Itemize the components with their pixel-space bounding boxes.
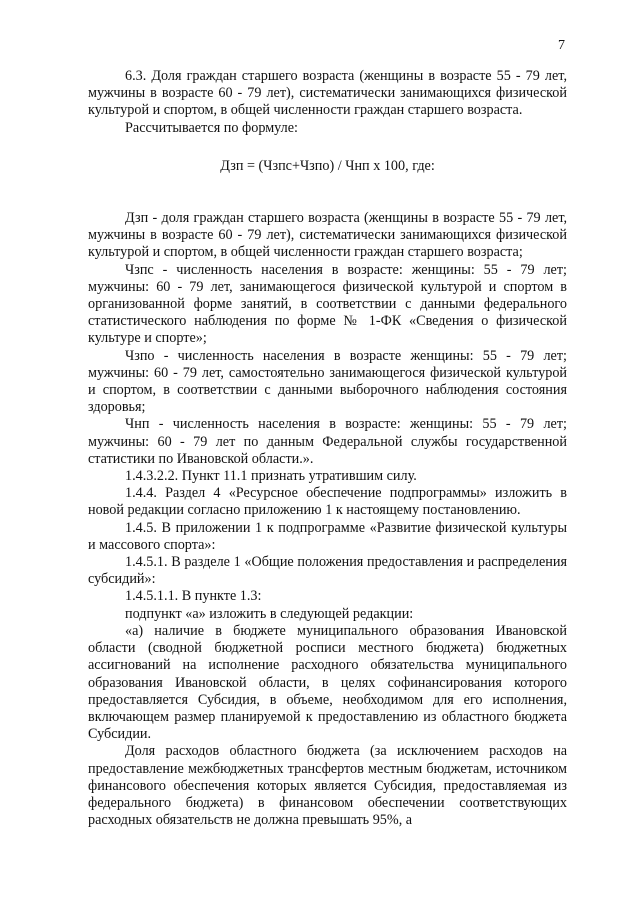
paragraph-chzpo-definition: Чзпо - численность населения в возрасте женщины: 55 - 79 лет; мужчины: 60 - 79 лет, самостоятельно занимающегося физической культурой и спортом, в соответствии с данными выборочного наблюдения состояния здоровья; [88,347,567,416]
paragraph-1-4-4: 1.4.4. Раздел 4 «Ресурсное обеспечение подпрограммы» изложить в новой редакции согласно приложению 1 к настоящему постановлению. [88,485,567,519]
paragraph-1-4-5-1-1: 1.4.5.1.1. В пункте 1.3: [125,588,262,605]
paragraph-1-4-3-2-2: 1.4.3.2.2. Пункт 11.1 признать утратившим силу. [125,468,417,485]
paragraph-subpoint-a: «а) наличие в бюджете муниципального образования Ивановской области (сводной бюджетной росписи местного бюджета) бюджетных ассигнований на исполнение расходного обязательства муниципального образования Ивановской области, в целях софинансирования которого предоставляется Субсидия, в объеме, необходимом для его исполнения, включающем размер планируемой к предоставлению из областного бюджета Субсидии. [88,622,567,743]
paragraph-chnp-definition: Чнп - численность населения в возрасте: женщины: 55 - 79 лет; мужчины: 60 - 79 лет по данным Федеральной службы государственной статистики по Ивановской области.». [88,416,567,467]
document-body [88,68,567,829]
paragraph-formula-intro: Рассчитывается по формуле: [125,119,298,136]
formula: Дзп = (Чзпс+Чзпо) / Чнп х 100, где: [220,157,435,174]
paragraph-subpoint-a-intro: подпункт «а» изложить в следующей редакции: [125,605,414,622]
paragraph-1-4-5-1: 1.4.5.1. В разделе 1 «Общие положения предоставления и распределения субсидий»: [88,554,567,588]
paragraph-6-3: 6.3. Доля граждан старшего возраста (женщины в возрасте 55 - 79 лет, мужчины в возрасте 60 - 79 лет), систематически занимающихся физической культурой и спортом, в общей численности граждан старшего возраста. [88,68,567,119]
page-number: 7 [558,38,565,53]
paragraph-dzp-definition: Дзп - доля граждан старшего возраста (женщины в возрасте 55 - 79 лет, мужчины в возрасте 60 - 79 лет), систематически занимающихся физической культурой и спортом, в общей численности граждан старшего возраста; [88,210,567,261]
paragraph-chzps-definition: Чзпс - численность населения в возрасте: женщины: 55 - 79 лет; мужчины: 60 - 79 лет, занимающегося физической культурой и спортом в организованной форме занятий, в соответствии с данными федерального статистического наблюдения по форме № 1-ФК «Сведения о физической культуре и спорте»; [88,261,567,347]
paragraph-budget-share: Доля расходов областного бюджета (за исключением расходов на предоставление межбюджетных трансфертов местным бюджетам, источником финансового обеспечения которых является Субсидия, предоставляемая из федерального бюджета) в финансовом обеспечении соответствующих расходных обязательств не должна превышать 95%, а [88,743,567,829]
paragraph-1-4-5: 1.4.5. В приложении 1 к подпрограмме «Развитие физической культуры и массового спорта»: [88,519,567,553]
